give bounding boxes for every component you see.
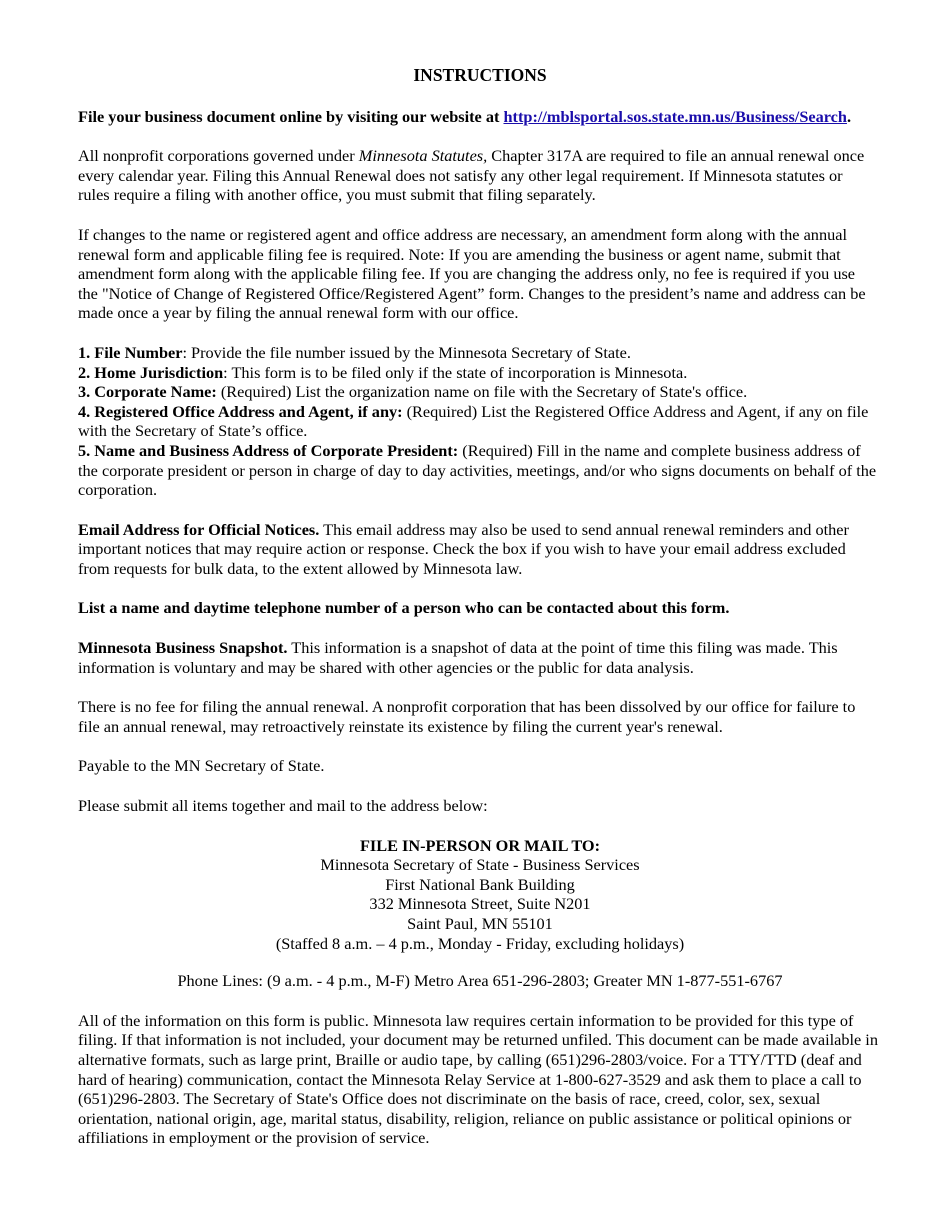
item-text: : Provide the file number issued by the Minnesota Secretary of State.	[182, 342, 631, 362]
website-prefix: File your business document online by visiting our website at	[78, 106, 504, 126]
snapshot-label: Minnesota Business Snapshot.	[78, 638, 288, 658]
intro-paragraph	[78, 146, 878, 205]
item-label: 4. Registered Office Address and Agent, if any:	[78, 401, 403, 421]
item-label: 2. Home Jurisdiction	[78, 362, 224, 382]
website-paragraph	[78, 107, 878, 127]
item-text: (Required) Fill in the name and complete business address of the corporate president or person in charge of day to day activities, meetings, and/or who signs documents on behalf of the corporation.	[78, 440, 877, 500]
list-item	[78, 382, 878, 402]
list-item	[78, 363, 878, 383]
intro-statute-italic: Minnesota Statutes,	[358, 146, 488, 166]
payable-paragraph: Payable to the MN Secretary of State.	[78, 756, 325, 776]
email-text: This email address may also be used to send annual renewal reminders and other important notices that may require action or response. Check the box if you wish to have your email address excluded from requests for bulk data, to the extent allowed by Minnesota law.	[78, 519, 849, 578]
email-paragraph	[78, 520, 878, 579]
list-item	[78, 402, 878, 441]
item-label: 3. Corporate Name:	[78, 382, 217, 402]
snapshot-paragraph	[78, 638, 878, 677]
contact-paragraph: List a name and daytime telephone number of a person who can be contacted about this form.	[78, 598, 730, 618]
list-item	[78, 343, 878, 363]
document-content	[78, 66, 878, 1148]
address-line: 332 Minnesota Street, Suite N201	[369, 894, 591, 914]
phone-lines: Phone Lines: (9 a.m. - 4 p.m., M-F) Metro Area 651-296-2803; Greater MN 1-877-551-6767	[177, 971, 783, 991]
item-text: : This form is to be filed only if the state of incorporation is Minnesota.	[223, 362, 688, 382]
office-hours: (Staffed 8 a.m. – 4 p.m., Monday - Friday, excluding holidays)	[275, 933, 685, 953]
address-line: Minnesota Secretary of State - Business Services	[320, 855, 640, 875]
public-notice-paragraph: All of the information on this form is public. Minnesota law requires certain information to be provided for this type of filing. If that information is not included, your document may be returned unfiled. This document can be made available in alternative formats, such as large print, Braille or audio tape, by calling (651)296-2803/voice. For a TTY/TTD (deaf and hard of hearing) communication, contact the Minnesota Relay Service at 1-800-627-3529 and ask them to place a call to (651)296-2803. The Secretary of State's Office does not discriminate on the basis of race, creed, color, sex, sexual orientation, national origin, age, marital status, disability, religion, reliance on public assistance or political opinions or affiliations in employment or the provision of service.	[78, 1010, 878, 1148]
address-heading: FILE IN-PERSON OR MAIL TO:	[359, 835, 601, 855]
snapshot-text: This information is a snapshot of data at the point of time this filing was made. This information is voluntary and may be shared with other agencies or the public for data analysis.	[78, 638, 838, 677]
address-line: First National Bank Building	[385, 874, 575, 894]
page-title: INSTRUCTIONS	[413, 65, 547, 85]
item-text: (Required) List the Registered Office Address and Agent, if any on file with the Secretary of State’s office.	[78, 401, 869, 441]
intro-text-1: All nonprofit corporations governed under	[78, 146, 359, 166]
item-label: 1. File Number	[78, 342, 183, 362]
website-link[interactable]: http://mblsportal.sos.state.mn.us/Business/Search	[503, 106, 847, 126]
address-line: Saint Paul, MN 55101	[407, 914, 553, 933]
fee-paragraph: There is no fee for filing the annual renewal. A nonprofit corporation that has been dissolved by our office for failure to file an annual renewal, may retroactively reinstate its existence by filing the current year's renewal.	[78, 697, 856, 736]
changes-paragraph: If changes to the name or registered agent and office address are necessary, an amendment form along with the annual renewal form and applicable filing fee is required. Note: If you are amending the business or agent name, submit that amendment form along with the applicable filing fee. If you are changing the address only, no fee is required if you use the "Notice of Change of Registered Office/Registered Agent” form. Changes to the president’s name and address can be made once a year by filing the annual renewal form with our office.	[78, 224, 866, 323]
numbered-items	[78, 343, 878, 500]
mailing-address	[78, 836, 878, 954]
list-item	[78, 441, 878, 500]
submit-paragraph: Please submit all items together and mail to the address below:	[78, 796, 488, 816]
intro-text-2: Chapter 317A are required to file an annual renewal once every calendar year. Filing this Annual Renewal does not satisfy any other legal requirement. If Minnesota statutes or rules require a filing with another office, you must submit that filing separately.	[78, 146, 865, 205]
email-label: Email Address for Official Notices.	[78, 519, 320, 539]
item-text: (Required) List the organization name on file with the Secretary of State's office.	[216, 382, 748, 402]
website-suffix: .	[846, 106, 852, 126]
item-label: 5. Name and Business Address of Corporate President:	[78, 440, 459, 460]
